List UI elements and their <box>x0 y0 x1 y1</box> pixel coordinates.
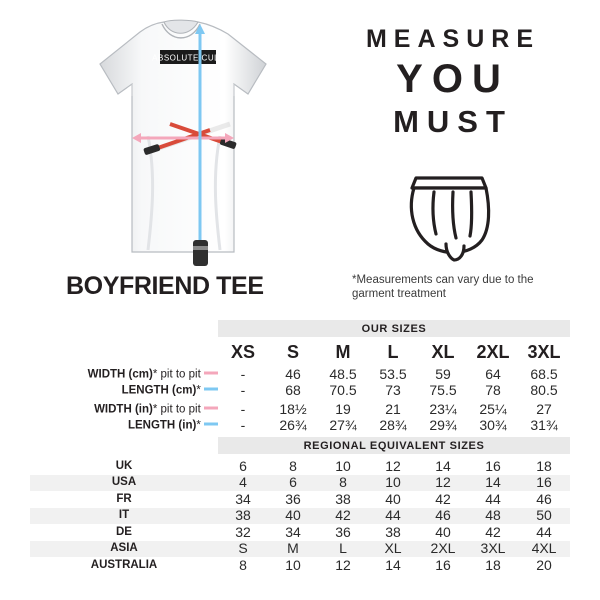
row-label-text: LENGTH (in) <box>127 419 197 432</box>
cell-value: 26¾ <box>279 416 307 433</box>
table-row <box>30 524 570 541</box>
cell-value: 38 <box>385 523 401 540</box>
col-header-3xl: 3XL <box>527 342 561 362</box>
table-row <box>30 491 570 508</box>
length-marker-blue <box>204 418 218 433</box>
cell-value: 38 <box>335 490 351 507</box>
cell-value: 46 <box>536 490 552 507</box>
cell-value: 3XL <box>468 541 518 558</box>
cell-value: 44 <box>485 490 501 507</box>
cell-value: 29¾ <box>429 416 457 433</box>
row-label-sub: * <box>196 384 201 397</box>
cell-value: 80.5 <box>530 381 558 398</box>
row-label-sub: * <box>196 419 201 432</box>
table-row <box>30 418 570 434</box>
headline-line-3: MUST <box>393 104 513 139</box>
cell-value: 25¼ <box>479 401 507 418</box>
cell-value: - <box>240 366 246 383</box>
tshirt-illustration <box>52 16 312 266</box>
cell-value: 23¼ <box>429 401 457 418</box>
cell-value: 34 <box>235 490 251 507</box>
cell-value: 12 <box>418 475 468 492</box>
cell-value: 64 <box>485 366 501 383</box>
cell-value: 44 <box>368 508 418 525</box>
cell-value: 18 <box>485 556 501 573</box>
cell-value: 78 <box>485 381 501 398</box>
cell-value: 34 <box>285 523 301 540</box>
cell-value: 6 <box>239 457 247 474</box>
row-label-uk: UK <box>115 459 133 472</box>
cell-value: 48.5 <box>329 366 357 383</box>
cell-value: 38 <box>218 508 268 525</box>
cell-value: 8 <box>239 556 247 573</box>
table-row <box>30 458 570 475</box>
col-header-xl: XL <box>431 342 455 362</box>
shirt-brand-print <box>152 50 224 64</box>
row-label-text: LENGTH (cm) <box>121 384 197 397</box>
cell-value: 42 <box>435 490 451 507</box>
row-label-sub: * pit to pit <box>152 368 201 381</box>
length-marker-blue <box>204 383 218 398</box>
row-label-length-cm <box>30 383 218 399</box>
cell-value: 73 <box>385 381 401 398</box>
cell-value: 48 <box>468 508 518 525</box>
table-row <box>30 402 570 418</box>
measurement-note: *Measurements can vary due to the garment treatment <box>352 274 534 300</box>
row-label-de: DE <box>116 525 132 538</box>
row-label-text: WIDTH (cm) <box>87 368 153 381</box>
cell-value: 42 <box>485 523 501 540</box>
cell-value: 12 <box>335 556 351 573</box>
cell-value: 27¾ <box>329 416 357 433</box>
col-header-s: S <box>286 342 299 362</box>
cell-value: 2XL <box>418 541 468 558</box>
cell-value: 36 <box>285 490 301 507</box>
row-label-width-cm <box>30 367 218 383</box>
cell-value: 16 <box>435 556 451 573</box>
cell-value: 14 <box>435 457 451 474</box>
cell-value: 18 <box>536 457 552 474</box>
cell-value: 12 <box>385 457 401 474</box>
cell-value: 44 <box>536 523 552 540</box>
band-our-sizes: OUR SIZES <box>218 320 570 337</box>
cell-value: 68.5 <box>530 366 558 383</box>
cell-value: 16 <box>518 475 570 492</box>
cell-value: 30¾ <box>479 416 507 433</box>
table-row <box>30 383 570 399</box>
col-header-l: L <box>387 342 399 362</box>
cell-value: 4XL <box>518 541 570 558</box>
table-row <box>30 475 570 492</box>
cell-value: 16 <box>485 457 501 474</box>
cell-value: 40 <box>385 490 401 507</box>
svg-text:ABSOLUTE CULT: ABSOLUTE CULT <box>152 53 224 63</box>
cell-value: 6 <box>268 475 318 492</box>
col-header-xs: XS <box>230 342 255 362</box>
cell-value: - <box>240 416 246 433</box>
cell-value: - <box>240 401 246 418</box>
cell-value: 14 <box>385 556 401 573</box>
cell-value: 75.5 <box>429 381 457 398</box>
cell-value: 27 <box>536 401 552 418</box>
col-header-2xl: 2XL <box>476 342 510 362</box>
row-label-length-in <box>30 418 218 434</box>
cell-value: M <box>268 541 318 558</box>
row-label-asia: ASIA <box>30 541 218 558</box>
row-label-australia: AUSTRALIA <box>90 558 158 571</box>
cell-value: L <box>318 541 368 558</box>
row-label-usa: USA <box>30 475 218 492</box>
cell-value: 31¾ <box>530 416 558 433</box>
row-label-sub: * pit to pit <box>152 403 201 416</box>
cell-value: 28¾ <box>379 416 407 433</box>
size-chart-table <box>30 320 570 574</box>
cell-value: XL <box>368 541 418 558</box>
table-row <box>30 541 570 558</box>
cell-value: 8 <box>318 475 368 492</box>
title-row <box>0 272 600 320</box>
band-regional-sizes: REGIONAL EQUIVALENT SIZES <box>218 437 570 454</box>
table-row <box>30 508 570 525</box>
hero-section <box>0 0 600 272</box>
table-row <box>30 557 570 574</box>
width-marker-pink <box>204 367 218 382</box>
cell-value: 36 <box>335 523 351 540</box>
cell-value: 4 <box>218 475 268 492</box>
band-our-sizes-row <box>30 320 570 337</box>
cell-value: 40 <box>268 508 318 525</box>
cell-value: 21 <box>385 401 401 418</box>
cell-value: 10 <box>285 556 301 573</box>
cell-value: 19 <box>335 401 351 418</box>
cell-value: 50 <box>518 508 570 525</box>
pointing-hand-icon <box>390 168 510 264</box>
col-header-m: M <box>335 342 351 362</box>
row-label-it: IT <box>30 508 218 525</box>
page-title: BOYFRIEND TEE <box>66 272 264 300</box>
headline-line-2: YOU <box>396 57 510 101</box>
cell-value: 14 <box>468 475 518 492</box>
row-label-width-in <box>30 402 218 418</box>
table-row <box>30 367 570 383</box>
cell-value: 18½ <box>279 401 307 418</box>
cell-value: 10 <box>335 457 351 474</box>
cell-value: 46 <box>285 366 301 383</box>
width-marker-pink <box>204 402 218 417</box>
cell-value: 53.5 <box>379 366 407 383</box>
cell-value: 59 <box>435 366 451 383</box>
band-regional-row <box>30 437 570 454</box>
column-header-row <box>30 337 570 363</box>
cell-value: 40 <box>435 523 451 540</box>
cell-value: 10 <box>368 475 418 492</box>
headline-line-1: MEASURE <box>365 25 540 53</box>
cell-value: 8 <box>289 457 297 474</box>
headline <box>318 22 588 142</box>
cell-value: 42 <box>318 508 368 525</box>
cell-value: - <box>240 381 246 398</box>
row-label-fr: FR <box>116 492 132 505</box>
cell-value: 46 <box>418 508 468 525</box>
cell-value: 20 <box>536 556 552 573</box>
cell-value: 32 <box>235 523 251 540</box>
cell-value: 68 <box>285 381 301 398</box>
cell-value: S <box>218 541 268 558</box>
cell-value: 70.5 <box>329 381 357 398</box>
row-label-text: WIDTH (in) <box>94 403 153 416</box>
